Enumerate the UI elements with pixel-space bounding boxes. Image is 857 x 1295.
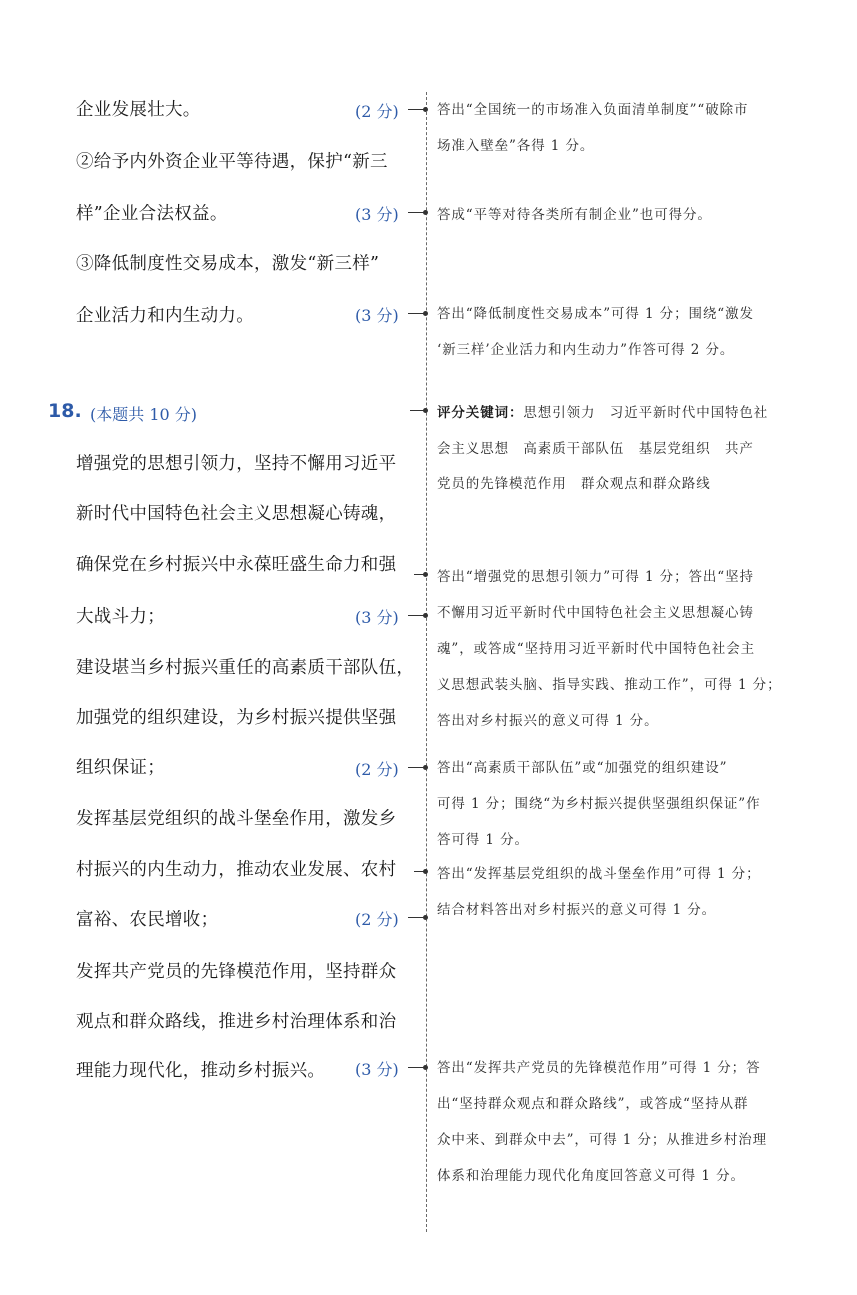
answer-line: 大战斗力； (76, 607, 165, 627)
answer-line: 建设堪当乡村振兴重任的高素质干部队伍， (76, 658, 415, 678)
connector-dot (423, 869, 428, 874)
grading-note-line: 答出“全国统一的市场准入负面清单制度”“破除市 (437, 102, 749, 118)
grading-note-line: 众中来、到群众中去”，可得 1 分；从推进乡村治理 (437, 1132, 768, 1148)
connector-dot (423, 210, 428, 215)
score-connector (408, 109, 424, 110)
grading-note-line: 可得 1 分；围绕“为乡村振兴提供坚强组织保证”作 (437, 796, 761, 812)
score-connector (408, 767, 424, 768)
connector-dot (423, 107, 428, 112)
score-label: (3 分) (355, 1060, 399, 1079)
keywords-text-1: 思想引领力 习近平新时代中国特色社 (523, 405, 769, 421)
grading-note-line: 答出“高素质干部队伍”或“加强党的组织建设” (437, 760, 728, 776)
connector-dot (423, 765, 428, 770)
answer-line: 新时代中国特色社会主义思想凝心铸魂， (76, 504, 397, 524)
grading-note-line: 魂”，或答成“坚持用习近平新时代中国特色社会主 (437, 641, 756, 657)
answer-line: 企业活力和内生动力。 (76, 306, 254, 326)
answer-line: 企业发展壮大。 (76, 100, 201, 120)
answer-line: 加强党的组织建设，为乡村振兴提供坚强 (76, 708, 397, 728)
grading-note-line: ‘新三样’企业活力和内生动力”作答可得 2 分。 (437, 342, 735, 358)
grading-note-line: 答成“平等对待各类所有制企业”也可得分。 (437, 207, 712, 223)
grading-note-line: 义思想武装头脑、指导实践、推动工作”，可得 1 分； (437, 677, 782, 693)
score-label: (2 分) (355, 102, 399, 121)
grading-note-line: 答出“增强党的思想引领力”可得 1 分；答出“坚持 (437, 569, 754, 585)
grading-note-line: 不懈用习近平新时代中国特色社会主义思想凝心铸 (437, 605, 754, 621)
answer-line: ②给予内外资企业平等待遇，保护“新三 (76, 152, 388, 172)
connector-dot (423, 311, 428, 316)
dashed-divider-line (426, 92, 427, 1232)
answer-line: 村振兴的内生动力，推动农业发展、农村 (76, 860, 397, 880)
keywords-line-2: 会主义思想 高素质干部队伍 基层党组织 共产 (437, 441, 754, 457)
score-connector (408, 917, 424, 918)
answer-line: 富裕、农民增收； (76, 910, 219, 930)
keywords-line-1 (437, 401, 768, 421)
grading-note-line: 结合材料答出对乡村振兴的意义可得 1 分。 (437, 902, 717, 918)
grading-note-line: 答出对乡村振兴的意义可得 1 分。 (437, 713, 659, 729)
grading-note-line: 答可得 1 分。 (437, 832, 529, 848)
score-connector (408, 313, 424, 314)
keywords-label: 评分关键词： (437, 405, 524, 421)
connector-dot (423, 1065, 428, 1070)
score-label: (2 分) (355, 760, 399, 779)
keyword-connector (410, 410, 424, 411)
answer-line: 发挥共产党员的先锋模范作用，坚持群众 (76, 962, 397, 982)
answer-line: 样”企业合法权益。 (76, 204, 228, 224)
connector-dot (423, 572, 428, 577)
score-label: (3 分) (355, 608, 399, 627)
grading-note-line: 答出“降低制度性交易成本”可得 1 分；围绕“激发 (437, 306, 754, 322)
connector-dot (423, 408, 428, 413)
connector-dot (423, 915, 428, 920)
grading-note-line: 出“坚持群众观点和群众路线”，或答成“坚持从群 (437, 1096, 749, 1112)
grading-note-line: 体系和治理能力现代化角度回答意义可得 1 分。 (437, 1168, 745, 1184)
answer-line: 发挥基层党组织的战斗堡垒作用，激发乡 (76, 809, 397, 829)
score-label: (3 分) (355, 205, 399, 224)
question-header: (本题共 10 分) (90, 405, 198, 424)
score-connector (408, 212, 424, 213)
score-label: (2 分) (355, 910, 399, 929)
answer-line: 增强党的思想引领力，坚持不懈用习近平 (76, 454, 397, 474)
keywords-line-3: 党员的先锋模范作用 群众观点和群众路线 (437, 476, 711, 492)
answer-line: 理能力现代化，推动乡村振兴。 (76, 1061, 326, 1081)
grading-note-line: 答出“发挥共产党员的先锋模范作用”可得 1 分；答 (437, 1060, 761, 1076)
answer-line: 观点和群众路线，推进乡村治理体系和治 (76, 1012, 397, 1032)
answer-line: 组织保证； (76, 758, 165, 778)
grading-note-line: 答出“发挥基层党组织的战斗堡垒作用”可得 1 分； (437, 866, 761, 882)
score-label: (3 分) (355, 306, 399, 325)
score-connector (408, 1067, 424, 1068)
question-number: 18. (48, 400, 82, 422)
score-connector (408, 615, 424, 616)
connector-dot (423, 613, 428, 618)
answer-line: 确保党在乡村振兴中永葆旺盛生命力和强 (76, 555, 397, 575)
answer-line: ③降低制度性交易成本，激发“新三样” (76, 254, 380, 274)
grading-note-line: 场准入壁垒”各得 1 分。 (437, 138, 595, 154)
